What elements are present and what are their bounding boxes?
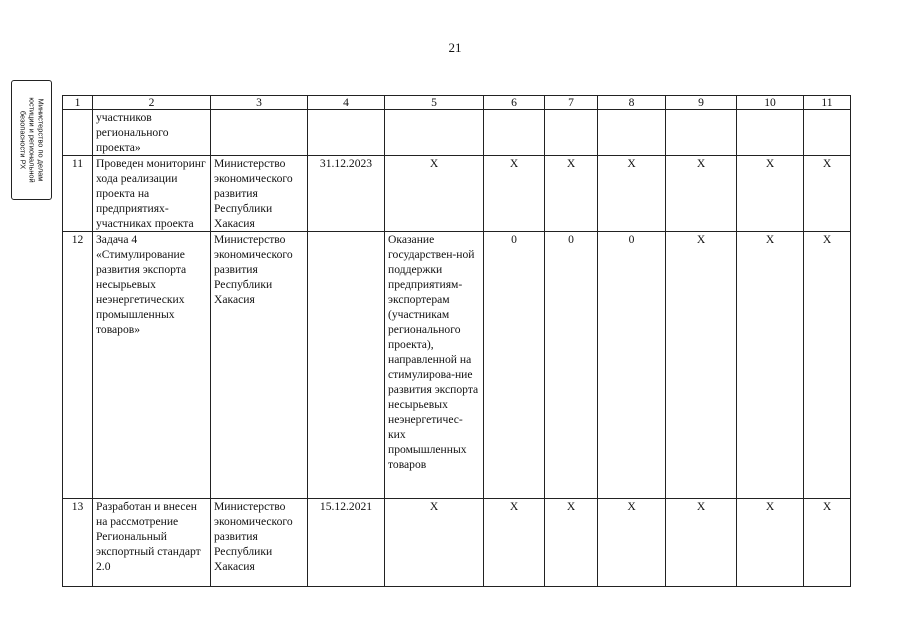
table-cell — [598, 110, 666, 156]
row-name: Задача 4 «Стимулирование развития экспорта несырьевых неэнергетических промышленных товаров» — [93, 232, 211, 499]
row-col5: Х — [385, 156, 484, 232]
row-value: Х — [737, 499, 804, 587]
row-value: Х — [666, 232, 737, 499]
table-cell — [545, 110, 598, 156]
table-row-continued — [63, 110, 851, 156]
row-date: 15.12.2021 — [308, 499, 385, 587]
row-number: 13 — [63, 499, 93, 587]
row-col5: Х — [385, 499, 484, 587]
column-header: 4 — [308, 96, 385, 110]
column-header: 11 — [804, 96, 851, 110]
table-row — [63, 232, 851, 499]
table-row — [63, 156, 851, 232]
row-executor: Министерство экономического развития Республики Хакасия — [211, 156, 308, 232]
table-cell — [666, 110, 737, 156]
table-cell — [308, 110, 385, 156]
row-value: Х — [804, 232, 851, 499]
column-header: 8 — [598, 96, 666, 110]
row-value: Х — [598, 499, 666, 587]
stamp-line: Министерство по делам — [36, 98, 45, 182]
row-value: Х — [484, 499, 545, 587]
column-header: 5 — [385, 96, 484, 110]
table-cell — [804, 110, 851, 156]
row-value: Х — [545, 156, 598, 232]
row-executor: Министерство экономического развития Республики Хакасия — [211, 232, 308, 499]
row-value: Х — [737, 156, 804, 232]
document-table — [62, 95, 851, 587]
table-cell — [211, 110, 308, 156]
column-header: 1 — [63, 96, 93, 110]
row-date — [308, 232, 385, 499]
column-header: 2 — [93, 96, 211, 110]
row-col5: Оказание государствен-ной поддержки предприятиям-экспортерам (участникам регионального проекта), направленной на стимулирова-ние развития экспорта несырьевых неэнергетичес-ких промышленных товаров — [385, 232, 484, 499]
row-value: 0 — [598, 232, 666, 499]
row-value: Х — [484, 156, 545, 232]
column-header: 6 — [484, 96, 545, 110]
registration-stamp — [11, 80, 52, 200]
column-header: 3 — [211, 96, 308, 110]
table-cell — [385, 110, 484, 156]
column-header: 10 — [737, 96, 804, 110]
column-header: 7 — [545, 96, 598, 110]
table-cell — [484, 110, 545, 156]
stamp-line: безопасности РХ — [18, 110, 27, 170]
table-cell — [737, 110, 804, 156]
table-row — [63, 499, 851, 587]
row-value: Х — [598, 156, 666, 232]
table-cell — [63, 110, 93, 156]
row-name: Проведен мониторинг хода реализации проекта на предприятиях-участниках проекта — [93, 156, 211, 232]
continued-row-text: участников регионального проекта» — [93, 110, 211, 156]
row-value: Х — [545, 499, 598, 587]
stamp-text — [18, 82, 45, 198]
row-value: Х — [804, 499, 851, 587]
row-executor: Министерство экономического развития Республики Хакасия — [211, 499, 308, 587]
row-number: 12 — [63, 232, 93, 499]
row-value: Х — [666, 156, 737, 232]
column-header-row — [63, 96, 851, 110]
row-value: Х — [666, 499, 737, 587]
row-value: Х — [804, 156, 851, 232]
stamp-line: юстиции и региональной — [27, 97, 36, 183]
row-value: 0 — [545, 232, 598, 499]
row-value: Х — [737, 232, 804, 499]
row-number: 11 — [63, 156, 93, 232]
row-date: 31.12.2023 — [308, 156, 385, 232]
row-value: 0 — [484, 232, 545, 499]
page-number: 21 — [448, 40, 462, 55]
column-header: 9 — [666, 96, 737, 110]
row-name: Разработан и внесен на рассмотрение Региональный экспортный стандарт 2.0 — [93, 499, 211, 587]
